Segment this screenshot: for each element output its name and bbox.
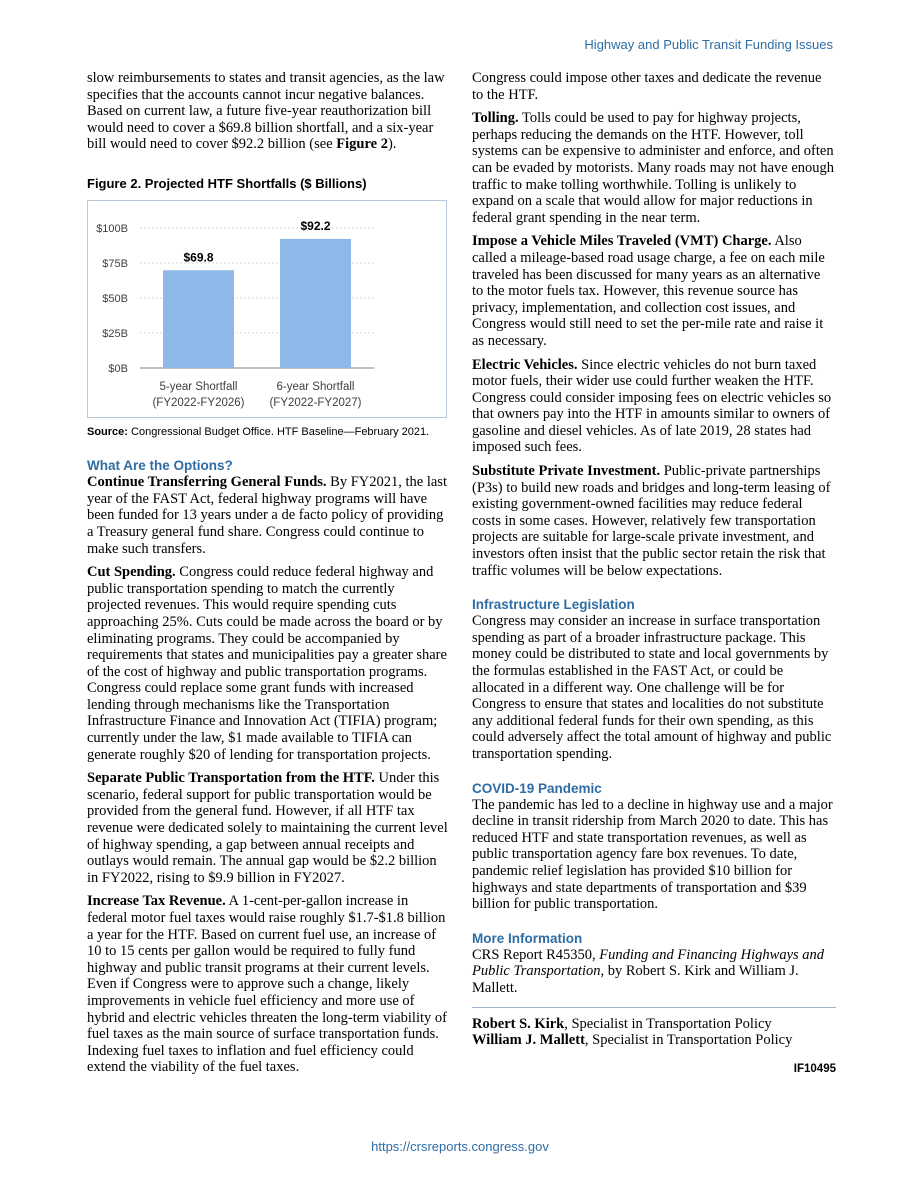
option-text: A 1-cent-per-gallon increase in federal motor fuel taxes would raise roughly $1.7-$1.8 billion a year for the HTF. Based on current fuel use, an increase of 10 to 15 cents per gallon would be required to fully fund highway and public transit programs at their current levels. Even if Congress were to approve such a change, likely improvements in vehicle fuel efficiency and more use of hybrid and electric vehicles threaten the long-term viability of fuel taxes as the main source of surface transportation funds. Indexing fuel taxes to inflation and fuel efficiency could extend the viability of the fuel taxes.: [87, 893, 447, 1076]
y-tick-label: $25B: [102, 327, 128, 340]
figure-reference: Figure 2: [336, 136, 388, 153]
option-text: Tolls could be used to pay for highway projects, perhaps reducing the demands on the HTF. However, toll systems can be expensive to administer and enforce, and often can be evaded by motorists. Many roads may not have enough traffic to make tolling worthwhile. Tolling is unlikely to expand on a scale that would allow for major reductions in federal grant spending in the near term.: [472, 110, 835, 226]
options-heading: What Are the Options?: [87, 458, 233, 474]
y-tick-label: $0B: [108, 362, 128, 375]
author-divider: [472, 1007, 836, 1008]
author-name: William J. Mallett: [472, 1032, 585, 1049]
option-title: Increase Tax Revenue.: [87, 893, 226, 910]
infrastructure-heading: Infrastructure Legislation: [472, 597, 635, 613]
option-text: Congress could reduce federal highway and public transportation spending to match the currently projected revenues. This would require spending cuts approaching 25%. Cuts could be made across the board or by eliminating programs. They could be accompanied by requirements that states and municipalities pay a greater share of the cost of highway and public transportation programs. Congress could replace some grant funds with increased lending through mechanisms like the Transportation Infrastructure Finance and Innovation Act (TIFIA) program; currently under the law, $1 made available to TIFIA can generate roughly $20 of lending for transportation projects.: [87, 564, 447, 763]
option-title: Electric Vehicles.: [472, 356, 578, 373]
x-category-label: (FY2022-FY2026): [152, 396, 245, 409]
bar: [163, 270, 234, 368]
option-continue-transfers: [87, 474, 449, 557]
x-category-label: 6-year Shortfall: [276, 380, 355, 393]
infrastructure-paragraph: Congress may consider an increase in surface transportation spending as part of a broader infrastructure package. This money could be distributed to state and local governments by the formulas established in the FAST Act, or could be allocated in a different way. One challenge will be for Congress to ensure that states and localities do not substitute any additional federal funds for their own spending, as this could adversely affect the total amount of highway and public transportation spending.: [472, 613, 832, 762]
option-title: Tolling.: [472, 110, 519, 127]
option-text: By FY2021, the last year of the FAST Act, federal highway programs will have been funded for 13 years under a de facto policy of providing a Treasury general fund share. Congress could continue to make such transfers.: [87, 474, 447, 557]
author-2: [472, 1032, 834, 1049]
option-tolling: [472, 110, 834, 226]
option-text: Also called a mileage-based road usage charge, a fee on each mile traveled has been discussed for many years as an alternative to the motor fuels tax. However, this revenue source has privacy, implementation, and collection cost issues, and Congress would still need to set the per-mile rate and raise it as necessary.: [472, 233, 825, 349]
author-role: , Specialist in Transportation Policy: [564, 1015, 772, 1032]
option-separate-transit: [87, 770, 449, 886]
author-role: , Specialist in Transportation Policy: [584, 1032, 793, 1049]
option-electric-vehicles: [472, 357, 834, 457]
chart-svg: [88, 201, 446, 417]
report-id: IF10495: [793, 1062, 836, 1075]
data-label: $92.2: [300, 218, 331, 233]
intro-end: ).: [387, 136, 397, 153]
option-text: Since electric vehicles do not burn taxed motor fuels, their wider use could further weaken the HTF. Congress could consider imposing fees on electric vehicles so that owners pay into the HTF in amounts similar to owners of gasoline and diesel vehicles. As of late 2019, 28 states had imposed such fees.: [472, 356, 832, 456]
figure-source: [87, 424, 449, 441]
intro-paragraph: [87, 70, 449, 153]
bar: [280, 238, 351, 367]
page-header-title: Highway and Public Transit Funding Issues: [584, 37, 833, 52]
covid-paragraph: The pandemic has led to a decline in highway use and a major decline in transit ridership from March 2020 to date. This has reduced HTF and state transportation revenues, as well as public transportation agency fare box revenues. To date, pandemic relief legislation has provided $10 billion for highways and state departments of transportation and $39 billion for public transportation.: [472, 796, 833, 913]
more-info-post: , by Robert S. Kirk and William J. Mallett.: [472, 963, 799, 996]
intro-text: slow reimbursements to states and transit agencies, as the law specifies that the accounts cannot incur negative balances. Based on current law, a future five-year reauthorization bill would need to cover a $69.8 billion shortfall, and a six-year bill would need to cover $92.2 billion (see: [87, 70, 445, 153]
y-tick-label: $75B: [102, 257, 128, 270]
left-column: [87, 70, 449, 1083]
data-label: $69.8: [183, 249, 214, 264]
option-cut-spending: [87, 564, 449, 763]
option-title: Substitute Private Investment.: [472, 463, 661, 480]
right-column: [472, 70, 834, 1077]
option-title: Continue Transferring General Funds.: [87, 474, 327, 491]
x-category-label: 5-year Shortfall: [159, 380, 238, 393]
author-1: [472, 1016, 834, 1033]
covid-heading: COVID-19 Pandemic: [472, 780, 602, 796]
option-title: Separate Public Transportation from the HTF.: [87, 770, 375, 787]
source-text: Congressional Budget Office. HTF Baseline—February 2021.: [127, 425, 430, 438]
author-name: Robert S. Kirk: [472, 1015, 565, 1032]
figure-title: Figure 2. Projected HTF Shortfalls ($ Billions): [87, 175, 367, 191]
option-increase-tax: [87, 893, 449, 1076]
option-text: Public-private partnerships (P3s) to build new roads and bridges and long-term leasing of existing government-owned facilities may reduce federal costs in some cases. However, relatively few transportation projects are suitable for large-scale private investment, and investors often insist that the public sector retain the risk that traffic volumes will be below expectations.: [472, 463, 831, 579]
more-info-pre: CRS Report R45350,: [472, 946, 600, 963]
option-title: Impose a Vehicle Miles Traveled (VMT) Charge.: [472, 233, 772, 250]
continued-paragraph: Congress could impose other taxes and dedicate the revenue to the HTF.: [472, 70, 822, 103]
x-category-label: (FY2022-FY2027): [269, 396, 362, 409]
option-text: Under this scenario, federal support for public transportation would be provided from the general fund. However, if all HTF tax revenue were dedicated solely to maintaining the current level of highway spending, a gap between annual receipts and outlays would remain. The annual gap would be $2.2 billion in FY2022, rising to $9.9 billion in FY2027.: [87, 770, 448, 886]
htf-shortfall-chart: [87, 200, 447, 418]
option-vmt-charge: [472, 233, 834, 349]
y-tick-label: $50B: [102, 292, 128, 305]
more-info-heading: More Information: [472, 930, 583, 946]
footer-url[interactable]: https://crsreports.congress.gov: [371, 1139, 549, 1154]
option-private-investment: [472, 463, 834, 579]
source-label: Source:: [87, 425, 128, 438]
report-title: Funding and Financing Highways and Public Transportation: [472, 946, 825, 980]
y-tick-label: $100B: [96, 222, 128, 235]
more-info-paragraph: [472, 947, 834, 997]
option-title: Cut Spending.: [87, 564, 176, 581]
